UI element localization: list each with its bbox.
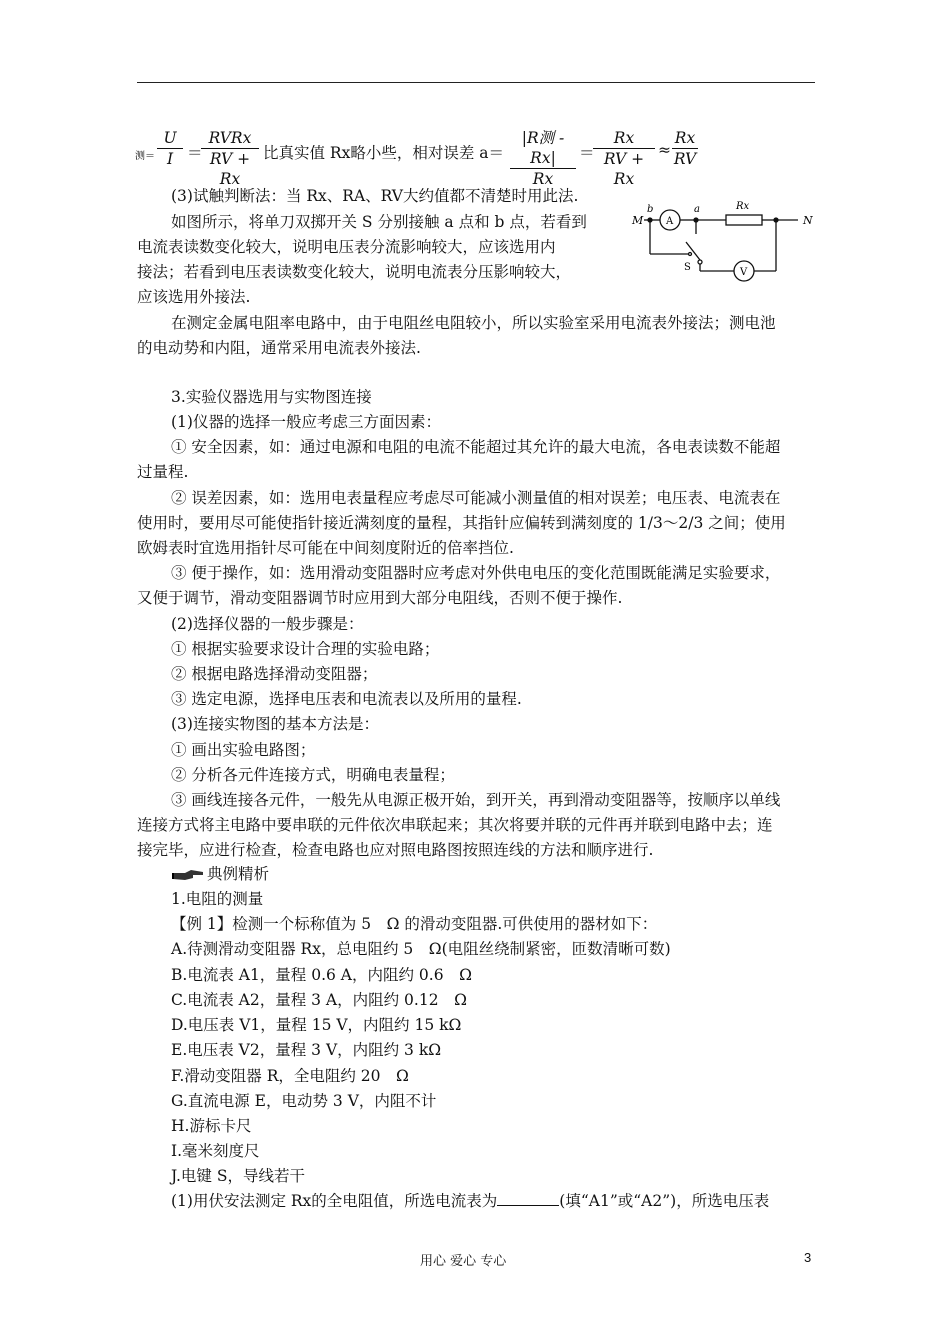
- fraction-u-over-i: $\frac{U}{I}$: [157, 128, 183, 169]
- header-rule: [137, 82, 815, 83]
- paragraph-line: 连接方式将主电路中要串联的元件依次串联起来；其次将要并联的元件再并联到电路中去；连: [137, 816, 773, 834]
- node-label-n: N: [803, 214, 813, 227]
- list-item: J.电键 S，导线若干: [171, 1167, 305, 1185]
- paragraph-line: (3)连接实物图的基本方法是：: [171, 715, 379, 733]
- fraction-rx-over-rv: $\frac{Rx}{RV}$: [673, 129, 697, 168]
- formula-mid-text: 比真实值 Rx略小些，相对误差 a＝: [263, 144, 505, 162]
- list-item: B.电流表 A1，量程 0.6 A，内阻约 0.6 Ω: [171, 966, 472, 984]
- paragraph-line: ① 安全因素，如：通过电源和电阻的电流不能超过其允许的最大电流，各电表读数不能超: [171, 438, 781, 456]
- page-number: 3: [804, 1250, 812, 1265]
- paragraph-line: ② 分析各元件连接方式，明确电表量程；: [171, 766, 455, 784]
- paragraph-line: 在测定金属电阻率电路中，由于电阻丝电阻较小，所以实验室采用电流表外接法；测电池: [171, 314, 776, 332]
- list-item: E.电压表 V2，量程 3 V，内阻约 3 kΩ: [171, 1041, 442, 1059]
- footer-slogan: 用心 爱心 专心: [420, 1254, 507, 1269]
- equals-sign: ＝: [187, 144, 203, 162]
- list-item: F.滑动变阻器 R，全电阻约 20 Ω: [171, 1067, 409, 1085]
- switch-label: S: [684, 262, 691, 273]
- paragraph-line: ③ 画线连接各元件，一般先从电源正极开始，到开关，再到滑动变阻器等，按顺序以单线: [171, 791, 781, 809]
- node-label-a: a: [694, 204, 700, 215]
- paragraph-line: 电流表读数变化较大，说明电压表分流影响较大，应该选用内: [137, 238, 556, 256]
- formula-lead: 测＝: [135, 151, 155, 162]
- paragraph-line: ③ 便于操作，如：选用滑动变阻器时应考虑对外供电电压的变化范围既能满足实验要求，: [171, 564, 781, 582]
- list-item: G.直流电源 E，电动势 3 V，内阻不计: [171, 1092, 437, 1110]
- ammeter-label: A: [666, 216, 674, 227]
- paragraph-line: 【例 1】检测一个标称值为 5 Ω 的滑动变阻器.可供使用的器材如下：: [171, 915, 658, 933]
- paragraph-line: 应该选用外接法.: [137, 288, 251, 306]
- paragraph-line: 的电动势和内阻，通常采用电流表外接法.: [137, 339, 421, 357]
- node-label-m: M: [632, 214, 644, 227]
- fraction-relative-error: |R测 - Rx| Rx: [510, 128, 576, 189]
- paragraph-line: 过量程.: [137, 463, 189, 481]
- paragraph-line: 如图所示，将单刀双掷开关 S 分别接触 a 点和 b 点，若看到: [171, 213, 587, 231]
- paragraph-line: ② 根据电路选择滑动变阻器；: [171, 665, 378, 683]
- fraction-rx-over-sum: $\frac{Rx}{RV + Rx}$: [593, 128, 655, 189]
- paragraph-line: 又便于调节，滑动变阻器调节时应用到大部分电阻线，否则不便于操作.: [137, 589, 623, 607]
- paragraph-line: (2)选择仪器的一般步骤是：: [171, 615, 364, 633]
- paragraph-line: ① 画出实验电路图；: [171, 741, 316, 759]
- equals-sign-2: ＝: [579, 144, 595, 162]
- answer-blank[interactable]: [497, 1191, 559, 1206]
- pointing-hand-icon: [171, 868, 205, 882]
- paragraph-line: 1.电阻的测量: [171, 890, 264, 908]
- paragraph-line: (3)试触判断法：当 Rx、RA、RV大约值都不清楚时用此法.: [171, 187, 579, 205]
- paragraph-line: (1)仪器的选择一般应考虑三方面因素：: [171, 413, 441, 431]
- paragraph-line: 接完毕，应进行检查，检查电路也应对照电路图按照连线的方法和顺序进行.: [137, 841, 654, 859]
- list-item: A.待测滑动变阻器 Rx，总电阻约 5 Ω(电阻丝绕制紧密，匝数清晰可数): [171, 940, 671, 958]
- circuit-diagram: [628, 196, 818, 286]
- approx-sign: ≈: [658, 141, 671, 159]
- fraction-rv-rx: RVRx RV + Rx: [201, 128, 259, 189]
- list-item: I.毫米刻度尺: [171, 1142, 260, 1160]
- paragraph-line: ① 根据实验要求设计合理的实验电路；: [171, 640, 440, 658]
- node-label-b: b: [647, 204, 654, 215]
- resistor-label: Rx: [736, 201, 750, 212]
- paragraph-line: 使用时，要用尽可能使指针接近满刻度的量程，其指针应偏转到满刻度的 1/3～2/3 之间；使用: [137, 514, 786, 532]
- section-heading: 3.实验仪器选用与实物图连接: [171, 388, 372, 406]
- paragraph-line: ② 误差因素，如：选用电表量程应考虑尽可能减小测量值的相对误差；电压表、电流表在: [171, 489, 781, 507]
- paragraph-line: 接法；若看到电压表读数变化较大，说明电流表分压影响较大，: [137, 263, 572, 281]
- voltmeter-label: V: [740, 267, 748, 278]
- formula-line: [135, 128, 817, 188]
- list-item: C.电流表 A2，量程 3 A，内阻约 0.12 Ω: [171, 991, 467, 1009]
- section-heading-examples: 典例精析: [171, 864, 269, 884]
- list-item: H.游标卡尺: [171, 1117, 252, 1135]
- question-line: (1)用伏安法测定 Rx的全电阻值，所选电流表为 (填“A1”或“A2”)，所选电压表: [171, 1192, 770, 1210]
- paragraph-line: ③ 选定电源，选择电压表和电流表以及所用的量程.: [171, 690, 522, 708]
- list-item: D.电压表 V1，量程 15 V，内阻约 15 kΩ: [171, 1016, 462, 1034]
- paragraph-line: 欧姆表时宜选用指针尽可能在中间刻度附近的倍率挡位.: [137, 539, 514, 557]
